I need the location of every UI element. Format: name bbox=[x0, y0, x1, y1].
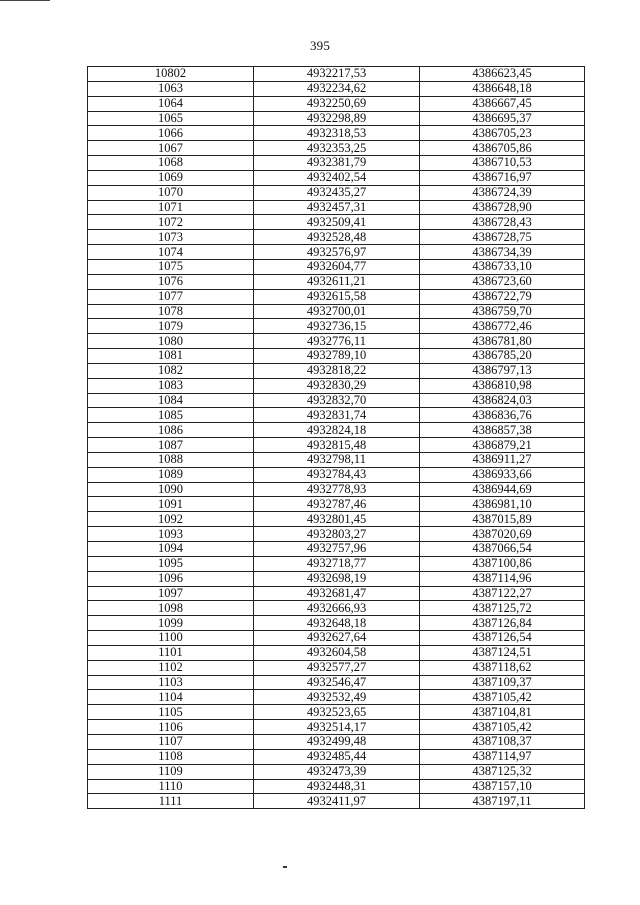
point-number-cell: 1110 bbox=[88, 779, 254, 794]
point-number-cell: 1108 bbox=[88, 749, 254, 764]
x-coordinate-cell: 4932499,48 bbox=[254, 734, 420, 749]
table-row bbox=[88, 408, 585, 423]
x-coordinate-cell: 4932757,96 bbox=[254, 542, 420, 557]
x-coordinate-cell: 4932666,93 bbox=[254, 601, 420, 616]
x-coordinate-cell: 4932217,53 bbox=[254, 67, 420, 82]
point-number-cell: 1109 bbox=[88, 764, 254, 779]
y-coordinate-cell: 4386728,43 bbox=[420, 215, 585, 230]
y-coordinate-cell: 4387197,11 bbox=[420, 794, 585, 809]
table-row bbox=[88, 438, 585, 453]
x-coordinate-cell: 4932815,48 bbox=[254, 438, 420, 453]
table-row bbox=[88, 542, 585, 557]
point-number-cell: 1092 bbox=[88, 512, 254, 527]
y-coordinate-cell: 4386648,18 bbox=[420, 81, 585, 96]
table-row bbox=[88, 170, 585, 185]
point-number-cell: 1089 bbox=[88, 467, 254, 482]
y-coordinate-cell: 4386944,69 bbox=[420, 482, 585, 497]
point-number-cell: 1111 bbox=[88, 794, 254, 809]
y-coordinate-cell: 4386716,97 bbox=[420, 170, 585, 185]
y-coordinate-cell: 4386728,90 bbox=[420, 200, 585, 215]
y-coordinate-cell: 4387100,86 bbox=[420, 556, 585, 571]
table-row bbox=[88, 289, 585, 304]
table-row bbox=[88, 660, 585, 675]
table-row bbox=[88, 378, 585, 393]
x-coordinate-cell: 4932528,48 bbox=[254, 230, 420, 245]
x-coordinate-cell: 4932784,43 bbox=[254, 467, 420, 482]
table-row bbox=[88, 571, 585, 586]
point-number-cell: 1094 bbox=[88, 542, 254, 557]
table-row bbox=[88, 259, 585, 274]
x-coordinate-cell: 4932627,64 bbox=[254, 631, 420, 646]
y-coordinate-cell: 4386724,39 bbox=[420, 185, 585, 200]
table-row bbox=[88, 467, 585, 482]
x-coordinate-cell: 4932473,39 bbox=[254, 764, 420, 779]
table-row bbox=[88, 334, 585, 349]
y-coordinate-cell: 4386667,45 bbox=[420, 96, 585, 111]
point-number-cell: 1104 bbox=[88, 690, 254, 705]
point-number-cell: 1065 bbox=[88, 111, 254, 126]
y-coordinate-cell: 4387015,89 bbox=[420, 512, 585, 527]
y-coordinate-cell: 4386981,10 bbox=[420, 497, 585, 512]
y-coordinate-cell: 4387125,72 bbox=[420, 601, 585, 616]
x-coordinate-cell: 4932818,22 bbox=[254, 363, 420, 378]
table-row bbox=[88, 111, 585, 126]
table-row bbox=[88, 645, 585, 660]
y-coordinate-cell: 4387118,62 bbox=[420, 660, 585, 675]
table-row bbox=[88, 527, 585, 542]
table-row bbox=[88, 423, 585, 438]
point-number-cell: 1095 bbox=[88, 556, 254, 571]
table-row bbox=[88, 81, 585, 96]
point-number-cell: 1081 bbox=[88, 349, 254, 364]
y-coordinate-cell: 4386911,27 bbox=[420, 452, 585, 467]
table-row bbox=[88, 393, 585, 408]
point-number-cell: 1103 bbox=[88, 675, 254, 690]
table-row bbox=[88, 245, 585, 260]
x-coordinate-cell: 4932700,01 bbox=[254, 304, 420, 319]
coordinates-table bbox=[87, 66, 585, 809]
x-coordinate-cell: 4932381,79 bbox=[254, 156, 420, 171]
point-number-cell: 1097 bbox=[88, 586, 254, 601]
coordinates-table-body bbox=[88, 67, 585, 809]
table-row bbox=[88, 631, 585, 646]
y-coordinate-cell: 4387108,37 bbox=[420, 734, 585, 749]
table-row bbox=[88, 482, 585, 497]
point-number-cell: 1106 bbox=[88, 720, 254, 735]
point-number-cell: 1072 bbox=[88, 215, 254, 230]
table-row bbox=[88, 794, 585, 809]
x-coordinate-cell: 4932577,27 bbox=[254, 660, 420, 675]
table-row bbox=[88, 675, 585, 690]
x-coordinate-cell: 4932514,17 bbox=[254, 720, 420, 735]
x-coordinate-cell: 4932411,97 bbox=[254, 794, 420, 809]
y-coordinate-cell: 4386879,21 bbox=[420, 438, 585, 453]
footer-mark bbox=[283, 866, 287, 868]
point-number-cell: 1102 bbox=[88, 660, 254, 675]
point-number-cell: 1069 bbox=[88, 170, 254, 185]
table-row bbox=[88, 126, 585, 141]
point-number-cell: 1071 bbox=[88, 200, 254, 215]
point-number-cell: 1074 bbox=[88, 245, 254, 260]
y-coordinate-cell: 4386781,80 bbox=[420, 334, 585, 349]
y-coordinate-cell: 4387122,27 bbox=[420, 586, 585, 601]
y-coordinate-cell: 4386733,10 bbox=[420, 259, 585, 274]
y-coordinate-cell: 4386772,46 bbox=[420, 319, 585, 334]
y-coordinate-cell: 4387104,81 bbox=[420, 705, 585, 720]
x-coordinate-cell: 4932698,19 bbox=[254, 571, 420, 586]
table-row bbox=[88, 215, 585, 230]
y-coordinate-cell: 4387114,96 bbox=[420, 571, 585, 586]
table-row bbox=[88, 452, 585, 467]
x-coordinate-cell: 4932611,21 bbox=[254, 274, 420, 289]
point-number-cell: 1086 bbox=[88, 423, 254, 438]
point-number-cell: 1082 bbox=[88, 363, 254, 378]
y-coordinate-cell: 4386933,66 bbox=[420, 467, 585, 482]
point-number-cell: 1090 bbox=[88, 482, 254, 497]
y-coordinate-cell: 4386723,60 bbox=[420, 274, 585, 289]
x-coordinate-cell: 4932402,54 bbox=[254, 170, 420, 185]
y-coordinate-cell: 4387114,97 bbox=[420, 749, 585, 764]
x-coordinate-cell: 4932778,93 bbox=[254, 482, 420, 497]
x-coordinate-cell: 4932798,11 bbox=[254, 452, 420, 467]
point-number-cell: 1088 bbox=[88, 452, 254, 467]
x-coordinate-cell: 4932250,69 bbox=[254, 96, 420, 111]
point-number-cell: 1079 bbox=[88, 319, 254, 334]
x-coordinate-cell: 4932830,29 bbox=[254, 378, 420, 393]
x-coordinate-cell: 4932776,11 bbox=[254, 334, 420, 349]
point-number-cell: 1066 bbox=[88, 126, 254, 141]
x-coordinate-cell: 4932523,65 bbox=[254, 705, 420, 720]
x-coordinate-cell: 4932448,31 bbox=[254, 779, 420, 794]
point-number-cell: 1064 bbox=[88, 96, 254, 111]
table-row bbox=[88, 690, 585, 705]
y-coordinate-cell: 4386797,13 bbox=[420, 363, 585, 378]
x-coordinate-cell: 4932824,18 bbox=[254, 423, 420, 438]
table-row bbox=[88, 601, 585, 616]
y-coordinate-cell: 4386810,98 bbox=[420, 378, 585, 393]
x-coordinate-cell: 4932789,10 bbox=[254, 349, 420, 364]
y-coordinate-cell: 4387109,37 bbox=[420, 675, 585, 690]
table-row bbox=[88, 779, 585, 794]
table-row bbox=[88, 141, 585, 156]
x-coordinate-cell: 4932318,53 bbox=[254, 126, 420, 141]
y-coordinate-cell: 4386836,76 bbox=[420, 408, 585, 423]
y-coordinate-cell: 4387066,54 bbox=[420, 542, 585, 557]
point-number-cell: 1070 bbox=[88, 185, 254, 200]
table-row bbox=[88, 304, 585, 319]
x-coordinate-cell: 4932509,41 bbox=[254, 215, 420, 230]
x-coordinate-cell: 4932435,27 bbox=[254, 185, 420, 200]
x-coordinate-cell: 4932615,58 bbox=[254, 289, 420, 304]
point-number-cell: 1075 bbox=[88, 259, 254, 274]
table-row bbox=[88, 616, 585, 631]
x-coordinate-cell: 4932832,70 bbox=[254, 393, 420, 408]
table-row bbox=[88, 96, 585, 111]
y-coordinate-cell: 4386722,79 bbox=[420, 289, 585, 304]
table-row bbox=[88, 734, 585, 749]
x-coordinate-cell: 4932787,46 bbox=[254, 497, 420, 512]
point-number-cell: 1068 bbox=[88, 156, 254, 171]
point-number-cell: 1107 bbox=[88, 734, 254, 749]
point-number-cell: 1085 bbox=[88, 408, 254, 423]
table-row bbox=[88, 497, 585, 512]
y-coordinate-cell: 4386728,75 bbox=[420, 230, 585, 245]
table-row bbox=[88, 556, 585, 571]
table-row bbox=[88, 67, 585, 82]
y-coordinate-cell: 4387126,54 bbox=[420, 631, 585, 646]
y-coordinate-cell: 4387020,69 bbox=[420, 527, 585, 542]
point-number-cell: 1087 bbox=[88, 438, 254, 453]
page-number: 395 bbox=[309, 38, 331, 53]
table-row bbox=[88, 156, 585, 171]
x-coordinate-cell: 4932803,27 bbox=[254, 527, 420, 542]
y-coordinate-cell: 4386785,20 bbox=[420, 349, 585, 364]
y-coordinate-cell: 4387125,32 bbox=[420, 764, 585, 779]
table-row bbox=[88, 185, 585, 200]
point-number-cell: 1077 bbox=[88, 289, 254, 304]
point-number-cell: 1093 bbox=[88, 527, 254, 542]
table-row bbox=[88, 200, 585, 215]
x-coordinate-cell: 4932298,89 bbox=[254, 111, 420, 126]
table-row bbox=[88, 705, 585, 720]
y-coordinate-cell: 4387157,10 bbox=[420, 779, 585, 794]
table-row bbox=[88, 720, 585, 735]
y-coordinate-cell: 4387126,84 bbox=[420, 616, 585, 631]
x-coordinate-cell: 4932604,58 bbox=[254, 645, 420, 660]
x-coordinate-cell: 4932485,44 bbox=[254, 749, 420, 764]
x-coordinate-cell: 4932681,47 bbox=[254, 586, 420, 601]
y-coordinate-cell: 4386623,45 bbox=[420, 67, 585, 82]
y-coordinate-cell: 4387105,42 bbox=[420, 690, 585, 705]
x-coordinate-cell: 4932801,45 bbox=[254, 512, 420, 527]
table-row bbox=[88, 230, 585, 245]
point-number-cell: 1105 bbox=[88, 705, 254, 720]
table-row bbox=[88, 363, 585, 378]
x-coordinate-cell: 4932457,31 bbox=[254, 200, 420, 215]
point-number-cell: 1067 bbox=[88, 141, 254, 156]
point-number-cell: 1098 bbox=[88, 601, 254, 616]
table-row bbox=[88, 349, 585, 364]
x-coordinate-cell: 4932718,77 bbox=[254, 556, 420, 571]
y-coordinate-cell: 4386824,03 bbox=[420, 393, 585, 408]
point-number-cell: 1100 bbox=[88, 631, 254, 646]
x-coordinate-cell: 4932648,18 bbox=[254, 616, 420, 631]
point-number-cell: 1084 bbox=[88, 393, 254, 408]
y-coordinate-cell: 4387124,51 bbox=[420, 645, 585, 660]
y-coordinate-cell: 4386734,39 bbox=[420, 245, 585, 260]
table-row bbox=[88, 764, 585, 779]
table-row bbox=[88, 319, 585, 334]
point-number-cell: 1073 bbox=[88, 230, 254, 245]
point-number-cell: 1091 bbox=[88, 497, 254, 512]
point-number-cell: 1101 bbox=[88, 645, 254, 660]
y-coordinate-cell: 4386705,86 bbox=[420, 141, 585, 156]
y-coordinate-cell: 4386705,23 bbox=[420, 126, 585, 141]
table-row bbox=[88, 512, 585, 527]
table-row bbox=[88, 749, 585, 764]
point-number-cell: 1099 bbox=[88, 616, 254, 631]
point-number-cell: 1076 bbox=[88, 274, 254, 289]
y-coordinate-cell: 4387105,42 bbox=[420, 720, 585, 735]
y-coordinate-cell: 4386857,38 bbox=[420, 423, 585, 438]
point-number-cell: 1078 bbox=[88, 304, 254, 319]
x-coordinate-cell: 4932234,62 bbox=[254, 81, 420, 96]
point-number-cell: 1083 bbox=[88, 378, 254, 393]
x-coordinate-cell: 4932353,25 bbox=[254, 141, 420, 156]
table-row bbox=[88, 274, 585, 289]
table-row bbox=[88, 586, 585, 601]
x-coordinate-cell: 4932546,47 bbox=[254, 675, 420, 690]
y-coordinate-cell: 4386710,53 bbox=[420, 156, 585, 171]
y-coordinate-cell: 4386759,70 bbox=[420, 304, 585, 319]
point-number-cell: 1080 bbox=[88, 334, 254, 349]
x-coordinate-cell: 4932736,15 bbox=[254, 319, 420, 334]
corner-rule bbox=[0, 0, 50, 1]
x-coordinate-cell: 4932576,97 bbox=[254, 245, 420, 260]
point-number-cell: 1096 bbox=[88, 571, 254, 586]
y-coordinate-cell: 4386695,37 bbox=[420, 111, 585, 126]
point-number-cell: 1063 bbox=[88, 81, 254, 96]
point-number-cell: 10802 bbox=[88, 67, 254, 82]
x-coordinate-cell: 4932532,49 bbox=[254, 690, 420, 705]
x-coordinate-cell: 4932831,74 bbox=[254, 408, 420, 423]
x-coordinate-cell: 4932604,77 bbox=[254, 259, 420, 274]
